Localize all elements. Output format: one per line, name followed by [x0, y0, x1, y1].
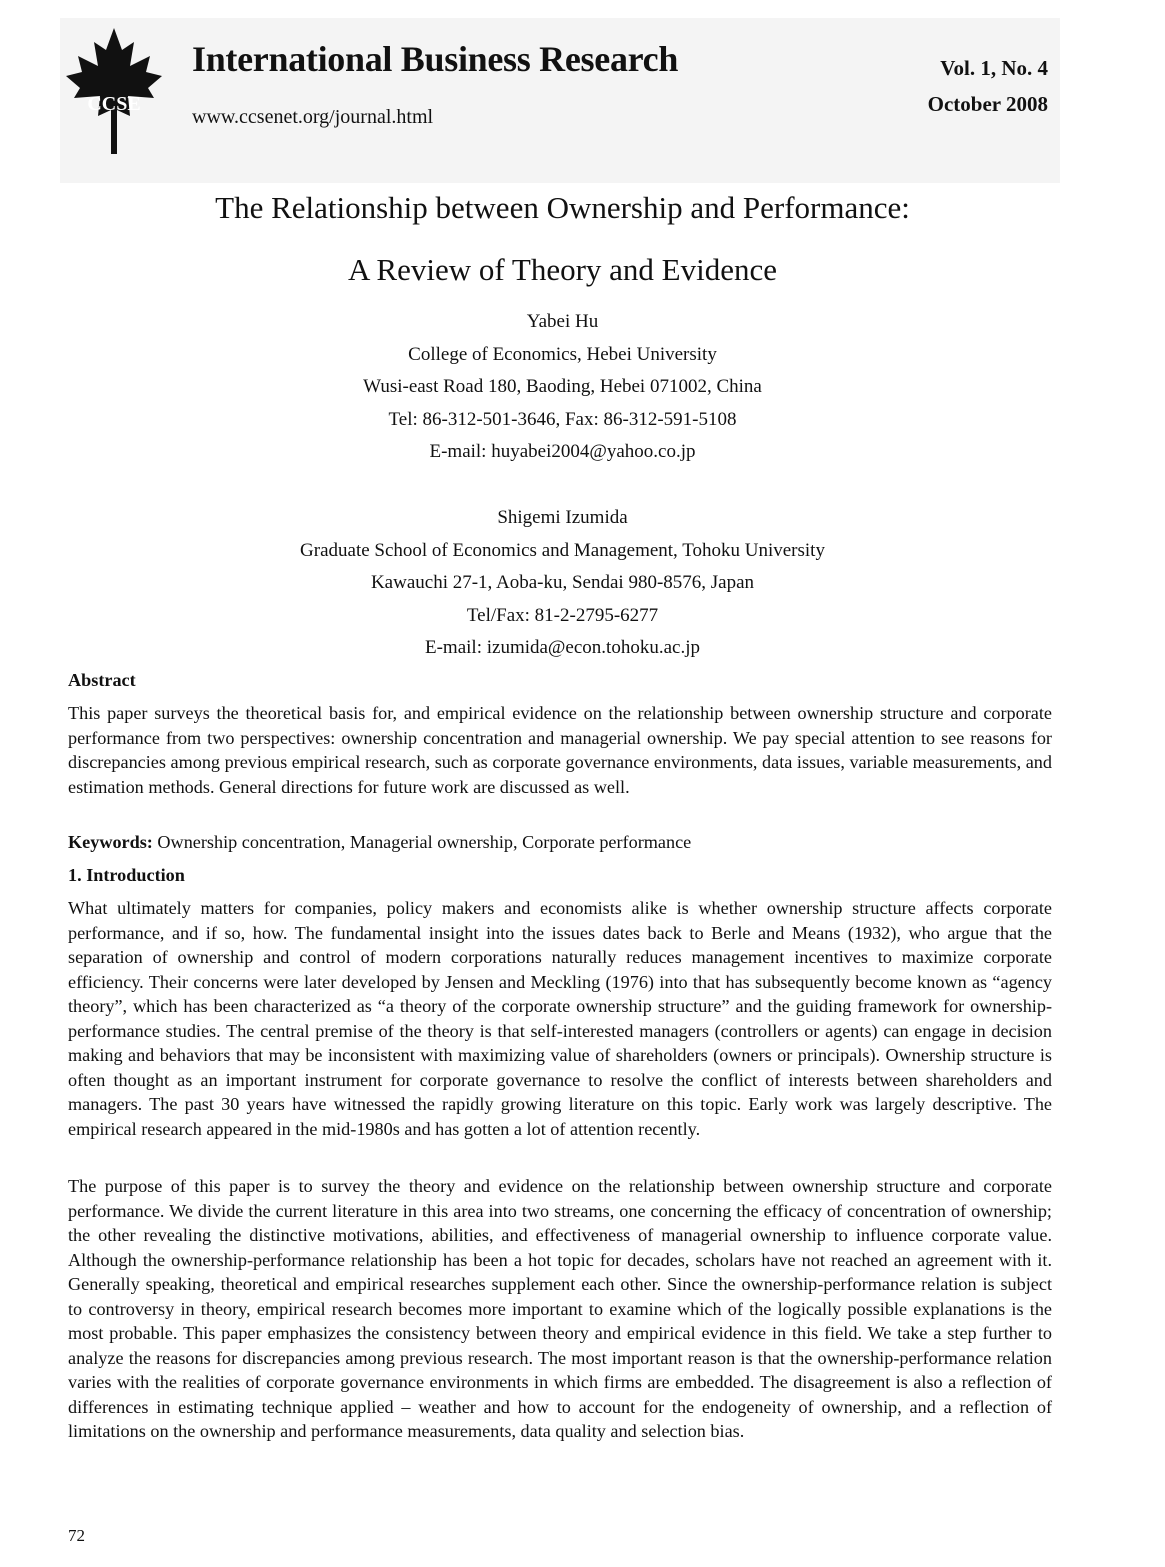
- keywords-text: Ownership concentration, Managerial ownership, Corporate performance: [152, 832, 692, 852]
- author-name: Yabei Hu: [526, 311, 599, 332]
- page-number: 72: [68, 1526, 85, 1545]
- volume-issue: Vol. 1, No. 4: [940, 56, 1048, 80]
- logo-text: CCSE: [87, 93, 141, 115]
- ccse-maple-leaf-logo: [64, 26, 164, 156]
- body-paragraph: What ultimately matters for companies, policy makers and economists alike is whether ownership structure affects corporate performance, and if so, how. The fundamental insight into the issues dates back to Berle and Means (1932), who argue that the separation of ownership and control of modern corporations naturally reduces management incentives to maximize corporate efficiency. Their concerns were later developed by Jensen and Meckling (1976) into that has subsequently become known as “agency theory”, which has been characterized as “a theory of the corporate ownership structure” and the guiding framework for ownership-performance studies. The central premise of the theory is that self-interested managers (controllers or agents) can engage in decision making and behaviors that may be inconsistent with maximizing value of shareholders (owners or principals). Ownership structure is often thought as an important instrument for corporate governance to resolve the conflict of interests between shareholders and managers. The past 30 years have witnessed the rapidly growing literature on this topic. Early work was largely descriptive. The empirical research appeared in the mid-1980s and has gotten a lot of attention recently.: [68, 898, 1052, 1139]
- author-address: Wusi-east Road 180, Baoding, Hebei 071002, China: [363, 376, 762, 398]
- keywords-label: Keywords:: [68, 832, 153, 852]
- author-name: Shigemi Izumida: [497, 507, 628, 528]
- author-email[interactable]: E-mail: izumida@econ.tohoku.ac.jp: [425, 637, 700, 659]
- abstract-heading: Abstract: [68, 670, 136, 690]
- section-heading-introduction: 1. Introduction: [68, 865, 185, 885]
- paper-title-line1: The Relationship between Ownership and Performance:: [215, 190, 910, 225]
- journal-title: International Business Research: [192, 39, 679, 79]
- keywords: [68, 830, 1052, 855]
- abstract-text: This paper surveys the theoretical basis for, and empirical evidence on the relationship between ownership structure and corporate performance from two perspectives: ownership concentration and managerial ownership. We pay special attention to see reasons for discrepancies among previous empirical research, such as corporate governance environments, data issues, variable measurements, and estimation methods. General directions for future work are discussed as well.: [68, 703, 1052, 797]
- author-affiliation: Graduate School of Economics and Management, Tohoku University: [300, 539, 825, 561]
- author-phone: Tel: 86-312-501-3646, Fax: 86-312-591-5108: [388, 408, 737, 430]
- author-block: [0, 502, 1145, 665]
- author-email[interactable]: E-mail: huyabei2004@yahoo.co.jp: [429, 441, 696, 463]
- journal-header: [60, 18, 1060, 183]
- author-address: Kawauchi 27-1, Aoba-ku, Sendai 980-8576, Japan: [370, 572, 755, 594]
- body-paragraph: The purpose of this paper is to survey the theory and evidence on the relationship between ownership structure and corporate performance. We divide the current literature in this area into two streams, one concerning the efficacy of concentration of ownership; the other revealing the distinctive motivations, abilities, and effectiveness of managerial ownership to influence corporate value. Although the ownership-performance relationship has been a hot topic for decades, scholars have not reached an agreement with it. Generally speaking, theoretical and empirical researches supplement each other. Since the ownership-performance relation is subject to controversy in theory, empirical research becomes more important to examine which of the logically possible explanations is the most probable. This paper emphasizes the consistency between theory and empirical evidence in this field. We take a step further to analyze the reasons for discrepancies among previous research. The most important reason is that the ownership-performance relation varies with the realities of corporate governance environments in which firms are embedded. The disagreement is also a reflection of differences in estimating technique applied – weather and how to account for the endogeneity of ownership, and a reflection of limitations on the ownership and performance measurements, data quality and selection bias.: [68, 1176, 1052, 1441]
- author-phone: Tel/Fax: 81-2-2795-6277: [466, 604, 659, 626]
- author-affiliation: College of Economics, Hebei University: [408, 343, 717, 365]
- author-block: [0, 306, 1145, 469]
- paper-title-line2: A Review of Theory and Evidence: [348, 252, 777, 287]
- issue-date: October 2008: [927, 92, 1048, 116]
- journal-url[interactable]: www.ccsenet.org/journal.html: [192, 106, 434, 128]
